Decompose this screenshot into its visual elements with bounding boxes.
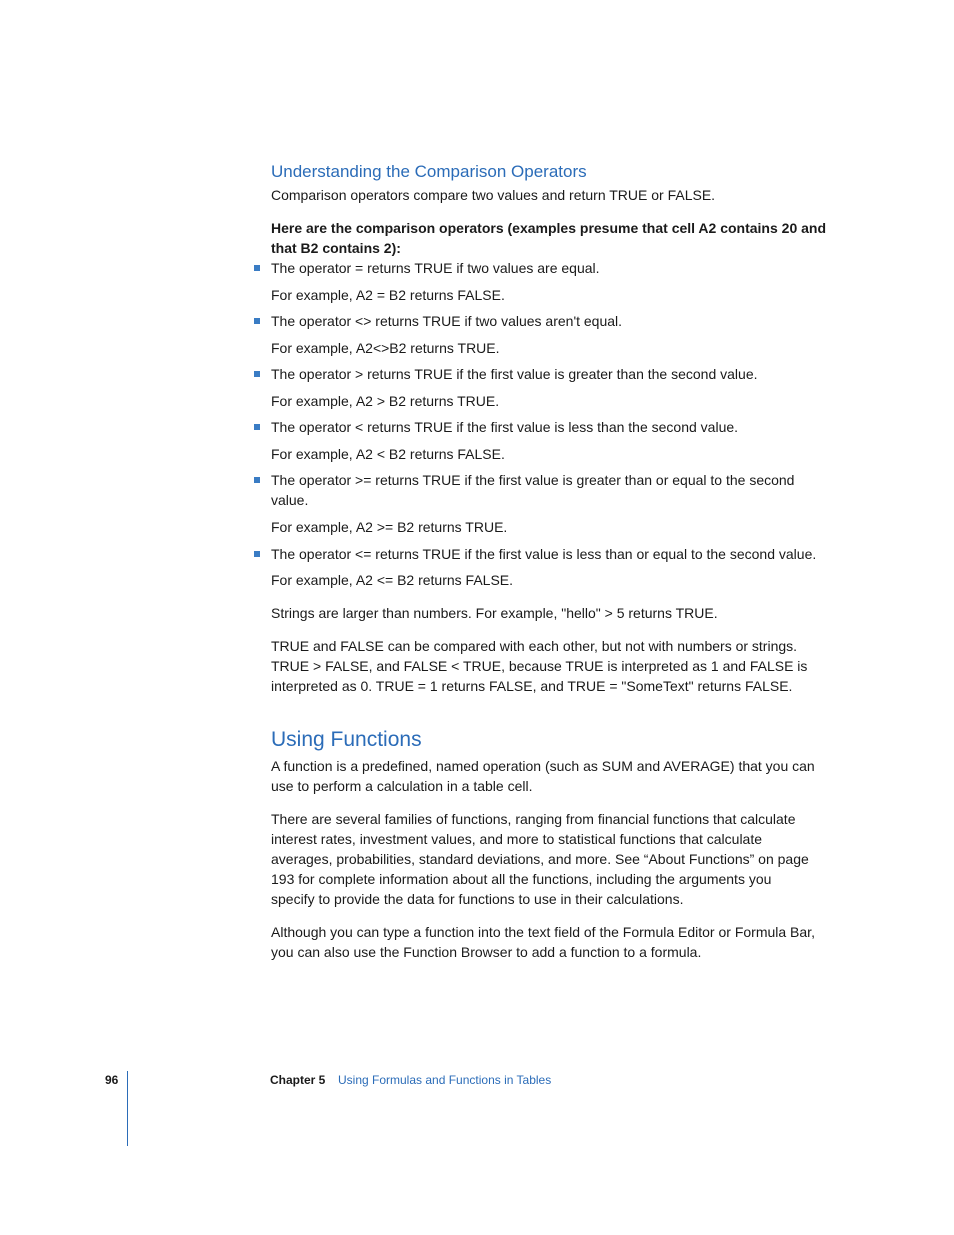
bullet-icon: [254, 424, 260, 430]
list-item-example: For example, A2 < B2 returns FALSE.: [271, 446, 505, 462]
list-item: The operator >= returns TRUE if the first value is greater than or equal to the second value.: [271, 472, 795, 508]
list-lead-paragraph: Here are the comparison operators (examples presume that cell A2 contains 20 and that B2 contains 2):: [271, 220, 827, 256]
list-item: The operator <> returns TRUE if two values aren't equal.: [271, 313, 623, 329]
list-item-example: For example, A2 >= B2 returns TRUE.: [271, 519, 508, 535]
bullet-icon: [254, 265, 260, 271]
strings-note-paragraph: Strings are larger than numbers. For example, "hello" > 5 returns TRUE.: [271, 605, 718, 621]
functions-intro-paragraph: A function is a predefined, named operation (such as SUM and AVERAGE) that you can use to perform a calculation in a table cell.: [271, 758, 815, 794]
boolean-note-paragraph: TRUE and FALSE can be compared with each other, but not with numbers or strings. TRUE > FALSE, and FALSE < TRUE, because TRUE is interpreted as 1 and FALSE is interpreted as 0. TRUE = 1 returns FALSE, and TRUE = "SomeText" returns FALSE.: [271, 638, 808, 694]
page-number: 96: [105, 1073, 119, 1087]
function-families-paragraph: There are several families of functions, ranging from financial functions that calculate interest rates, investment values, and more to statistical functions that calculate averages, probabilities, standard deviations, and more. See “About Functions” on page 193 for complete information about all the functions, including the arguments you specify to provide the data for functions to use in their calculations.: [271, 811, 809, 907]
intro-paragraph: Comparison operators compare two values and return TRUE or FALSE.: [271, 187, 716, 203]
list-item-example: For example, A2 > B2 returns TRUE.: [271, 393, 500, 409]
list-item: The operator > returns TRUE if the first value is greater than the second value.: [271, 366, 758, 382]
function-browser-paragraph: Although you can type a function into the text field of the Formula Editor or Formula Bar, you can also use the Function Browser to add a function to a formula.: [271, 924, 815, 960]
section-heading-using-functions: Using Functions: [271, 728, 422, 751]
list-item: The operator <= returns TRUE if the first value is less than or equal to the second value.: [271, 546, 817, 562]
list-item: The operator = returns TRUE if two values are equal.: [271, 260, 600, 276]
bullet-icon: [254, 477, 260, 483]
bullet-icon: [254, 551, 260, 557]
section-heading-comparison-operators: Understanding the Comparison Operators: [271, 162, 587, 181]
list-item-example: For example, A2<>B2 returns TRUE.: [271, 340, 500, 356]
list-item: The operator < returns TRUE if the first value is less than the second value.: [271, 419, 739, 435]
footer-chapter-title: Using Formulas and Functions in Tables: [338, 1073, 552, 1087]
list-item-example: For example, A2 <= B2 returns FALSE.: [271, 572, 514, 588]
bullet-icon: [254, 371, 260, 377]
footer-chapter-label: Chapter 5: [270, 1073, 326, 1087]
footer-divider: [127, 1071, 128, 1146]
bullet-icon: [254, 318, 260, 324]
list-item-example: For example, A2 = B2 returns FALSE.: [271, 287, 505, 303]
